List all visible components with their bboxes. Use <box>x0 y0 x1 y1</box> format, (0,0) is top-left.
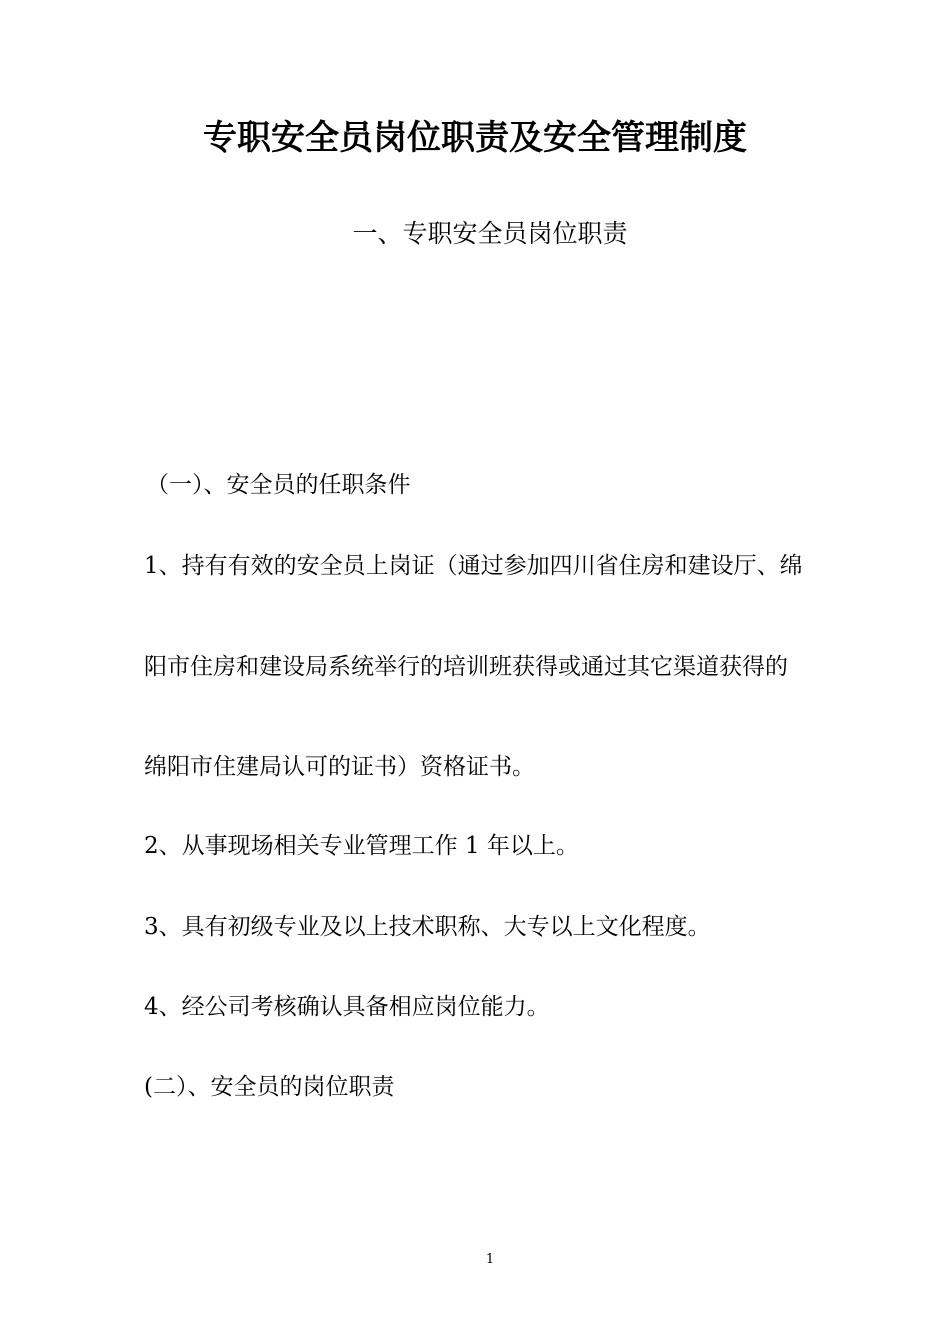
list-item-1-line-3: 绵阳市住建局认可的证书）资格证书。 <box>144 754 535 780</box>
list-item-3: 3、具有初级专业及以上技术职称、大专以上文化程度。 <box>144 914 711 940</box>
list-item-1-line-2: 阳市住房和建设局系统举行的培训班获得或通过其它渠道获得的 <box>144 654 788 680</box>
section-heading: 一、专职安全员岗位职责 <box>352 219 628 248</box>
list-item-2: 2、从事现场相关专业管理工作 1 年以上。 <box>144 833 579 859</box>
document-title: 专职安全员岗位职责及安全管理制度 <box>203 118 747 158</box>
list-item-1-line-1: 1、持有有效的安全员上岗证（通过参加四川省住房和建设厅、绵 <box>144 553 803 579</box>
page-number: 1 <box>485 1252 495 1267</box>
subsection-heading-qualifications: （一）、安全员的任职条件 <box>146 472 411 498</box>
subsection-heading-responsibilities: (二）、安全员的岗位职责 <box>144 1074 395 1100</box>
list-item-4: 4、经公司考核确认具备相应岗位能力。 <box>144 994 550 1020</box>
